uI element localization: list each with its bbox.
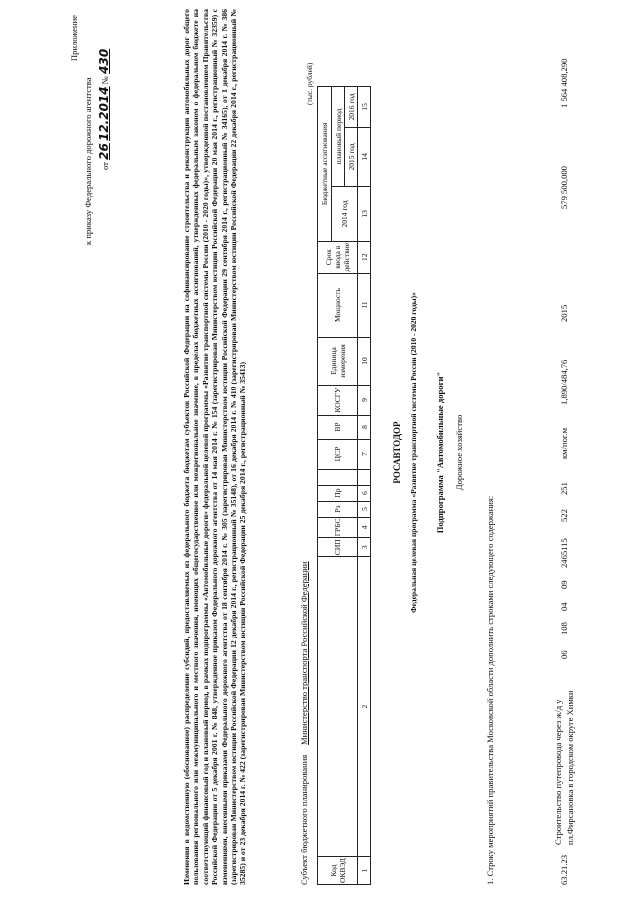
program-title: Федеральная целевая программа «Развитие транспортной системы России (2010 - 2020 годы)»: [409, 292, 418, 613]
row-2014: 579 500,000: [559, 166, 569, 209]
row-name-line1: Строительство путепровода через ж/д у: [553, 699, 563, 845]
row-okved: 63.21.23: [559, 854, 569, 885]
header-budget: Бюджетные ассигнования: [318, 86, 332, 241]
header-2016: 2016 год: [345, 86, 358, 127]
header-pr-empty: [318, 469, 358, 485]
header-term: Срок ввода в действие: [318, 241, 358, 273]
road-title: Дорожное хозяйство: [454, 414, 464, 491]
col-number: 13: [358, 186, 371, 241]
col-number: 14: [358, 127, 371, 186]
header-unit: Единица измерения: [318, 337, 358, 385]
header-capacity: Мощность: [318, 273, 358, 337]
row-unit: км/пог.м: [559, 427, 569, 459]
intro-paragraph: Изменения в ведомственную (обоснованное) распределение субсидий, предоставляемых из федерального бюджета бюджетам субъектов Российской Федерации на софинансирование строительства и реконструкции автомобильных дорог общего пользования регионального или межмуниципального и местного значения, имеющих общегосударственное или межрегиональное значение, в пределах бюджетных ассигнований, утвержденных федеральным законом о федеральном бюджете на соответствующий финансовый год и плановый период, в рамках подпрограммы «Автомобильные дороги» федеральной целевой программы «Развитие транспортной системы России (2010 - 2020 годы)», утвержденной постановлением Правительства Российской Федерации от 5 декабря 2001 г. № 848, утвержденное приказом Федерального дорожного агентства от 14 мая 2014 г. № 154 (зарегистрирован Министерством юстиции Российской Федерации 20 мая 2014 г., регистрационный № 32359) с изменениями, внесенными приказами Федерального дорожного агентства от 18 сентября 2014 г. № 305 (зарегистрирован Министерством юстиции Российской Федерации 29 сентября 2014 г., регистрационный № 34165), от 1 декабря 2014 г. № 386 (зарегистрирован Министерством юстиции Российской Федерации 12 декабря 2014 г., регистрационный № 35148), от 16 декабря 2014 г. № 410 (зарегистрирован Министерством юстиции Российской Федерации 22 декабря 2014 г., регистрационный № 35285) и от 23 декабря 2014 г. № 422 (зарегистрирован Министерством юстиции Российской Федерации 25 декабря 2014 г., регистрационный № 35413): [182, 9, 248, 885]
header-grbs: ГРБС: [318, 517, 358, 538]
header-vr: ВР: [318, 415, 358, 439]
col-number: [358, 469, 371, 485]
budget-table: [317, 86, 371, 885]
col-number: 8: [358, 415, 371, 439]
units-label: (тыс. рублей): [305, 62, 314, 105]
row-pr2: 09: [559, 580, 569, 589]
handwritten-number: 430: [97, 48, 111, 74]
date-prefix: от: [100, 162, 110, 170]
subprogram-title: Подпрограмма "Автомобильные дороги": [435, 371, 445, 534]
header-sip: СИП: [318, 538, 358, 557]
col-number: 10: [358, 337, 371, 385]
row-pr: 04: [559, 602, 569, 611]
row-capacity: 1,890/484,76: [559, 359, 569, 405]
header-csr: ЦСР: [318, 439, 358, 469]
handwritten-day: 26: [97, 143, 111, 160]
header-name: [318, 557, 358, 857]
header-pr: Пр: [318, 485, 358, 501]
row-name-line2: пл.Фирсановка в городском округе Химки: [565, 690, 575, 845]
appendix-label: Приложение: [69, 15, 79, 62]
col-number: 12: [358, 241, 371, 273]
header-okved: Код ОКВЭД: [318, 857, 358, 885]
row-vr: 522: [559, 509, 569, 522]
table-row: [553, 0, 583, 905]
header-2014: 2014 год: [332, 186, 358, 241]
header-planned: плановый период: [332, 86, 345, 186]
subject-value: Министерство транспорта Российской Федерации: [299, 561, 309, 745]
col-number: 4: [358, 517, 371, 538]
section-title: РОСАВТОДОР: [392, 421, 402, 484]
row-grbs: 06: [559, 650, 569, 659]
subject-label: Субъект бюджетного планирования: [299, 754, 309, 885]
header-rz: Рз: [318, 501, 358, 517]
row-kosgu: 251: [559, 482, 569, 495]
col-number: 6: [358, 485, 371, 501]
instruction-line: 1. Строку мероприятий правительства Московской области дополнить строками следующего содержания:: [485, 495, 495, 885]
header-kosgu: КОСГУ: [318, 385, 358, 415]
order-date-line: [98, 49, 111, 170]
row-csr: 2465115: [559, 538, 569, 568]
col-number: 15: [358, 86, 371, 127]
handwritten-date: 12.2014: [97, 86, 111, 142]
order-reference: к приказу Федерального дорожного агентства: [83, 77, 93, 245]
col-number: 5: [358, 501, 371, 517]
row-2015: 1 564 408,290: [559, 58, 569, 108]
number-label: №: [100, 76, 110, 85]
col-number: 9: [358, 385, 371, 415]
col-number: 2: [358, 557, 371, 857]
row-rz: 108: [559, 622, 569, 635]
row-term: 2015: [559, 304, 569, 322]
header-2015: 2015 год: [345, 127, 358, 186]
col-number: 11: [358, 273, 371, 337]
col-number: 3: [358, 538, 371, 557]
col-number: 7: [358, 439, 371, 469]
col-number: 1: [358, 857, 371, 885]
